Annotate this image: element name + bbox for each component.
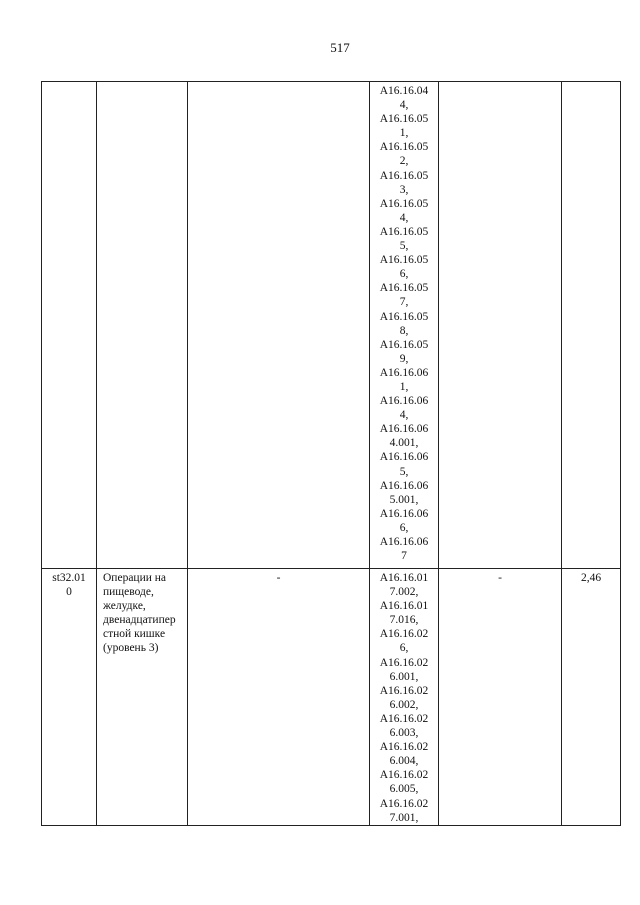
col3-cell: - <box>188 569 370 826</box>
code-line: A16.16.06 <box>379 536 429 548</box>
code-line: A16.16.02 <box>379 741 429 754</box>
code-line: 4.001, <box>389 437 419 450</box>
code-line: 6.003, <box>389 727 419 740</box>
code-line: 6.002, <box>389 698 419 711</box>
code-line: 7.016, <box>389 614 419 627</box>
name-line: стной кишке <box>103 628 166 641</box>
col5-cell: - <box>439 569 562 826</box>
name-line: (уровень 3) <box>103 642 159 655</box>
code-line: 5, <box>399 240 409 253</box>
code-line: A16.16.02 <box>379 656 429 669</box>
name-line: желудке, <box>103 600 146 613</box>
code-line: 6.005, <box>389 783 419 796</box>
code-line: A16.16.06 <box>379 366 429 379</box>
table-row-st32-010 <box>42 569 621 826</box>
name-line: пищеводе, <box>103 586 154 599</box>
table-row-continuation <box>42 82 621 569</box>
code-line: A16.16.05 <box>379 310 429 323</box>
code-line: 4, <box>399 409 409 422</box>
code-line: A16.16.06 <box>379 479 429 492</box>
code-line: A16.16.05 <box>379 282 429 295</box>
col3-cell <box>188 82 370 569</box>
code-line: 4, <box>399 99 409 112</box>
code-line: 8, <box>399 324 409 337</box>
code-line: 6, <box>399 521 409 534</box>
code-line: 4, <box>399 211 409 224</box>
code-line: 6, <box>399 268 409 281</box>
code-line: A16.16.01 <box>379 600 429 613</box>
code-line: A16.16.06 <box>379 395 429 408</box>
code-line: A16.16.06 <box>379 507 429 520</box>
name-cell <box>97 82 188 569</box>
code-line: 3, <box>399 183 409 196</box>
tariff-table <box>41 81 621 826</box>
col5-cell <box>439 82 562 569</box>
service-codes-cell <box>370 82 439 569</box>
code-line: st32.01 <box>52 572 86 584</box>
code-line: A16.16.05 <box>379 197 429 210</box>
code-line: 7 <box>401 550 407 563</box>
code-line: A16.16.05 <box>379 169 429 182</box>
code-cell <box>42 569 97 826</box>
code-line: 0 <box>66 586 72 599</box>
code-line: A16.16.05 <box>379 254 429 267</box>
code-line: 6.001, <box>389 670 419 683</box>
code-line: 1, <box>399 380 409 393</box>
code-line: A16.16.02 <box>379 797 429 810</box>
name-line: Операции на <box>103 572 167 584</box>
code-line: 6.004, <box>389 755 419 768</box>
code-line: A16.16.06 <box>379 423 429 436</box>
code-line: 1, <box>399 127 409 140</box>
code-line: 7.001, <box>389 811 419 824</box>
code-line: 7.002, <box>389 586 419 599</box>
code-line: A16.16.02 <box>379 628 429 641</box>
code-line: A16.16.05 <box>379 141 429 154</box>
code-cell <box>42 82 97 569</box>
code-line: A16.16.05 <box>379 225 429 238</box>
code-line: 5, <box>399 465 409 478</box>
code-line: 5.001, <box>389 493 419 506</box>
page-number: 517 <box>330 40 350 55</box>
name-cell <box>97 569 188 826</box>
code-line: 9, <box>399 352 409 365</box>
service-codes-cell <box>370 569 439 826</box>
code-line: A16.16.02 <box>379 712 429 725</box>
code-line: A16.16.02 <box>379 684 429 697</box>
coefficient-cell <box>562 82 621 569</box>
code-line: 2, <box>399 155 409 168</box>
code-line: A16.16.06 <box>379 451 429 464</box>
code-line: A16.16.01 <box>379 572 429 584</box>
code-line: A16.16.02 <box>379 769 429 782</box>
code-line: 6, <box>399 642 409 655</box>
name-line: двенадцатипер <box>103 614 176 627</box>
code-line: A16.16.05 <box>379 338 429 351</box>
coefficient-cell: 2,46 <box>562 569 621 826</box>
code-line: A16.16.04 <box>379 85 429 97</box>
code-line: 7, <box>399 296 409 309</box>
code-line: A16.16.05 <box>379 113 429 126</box>
